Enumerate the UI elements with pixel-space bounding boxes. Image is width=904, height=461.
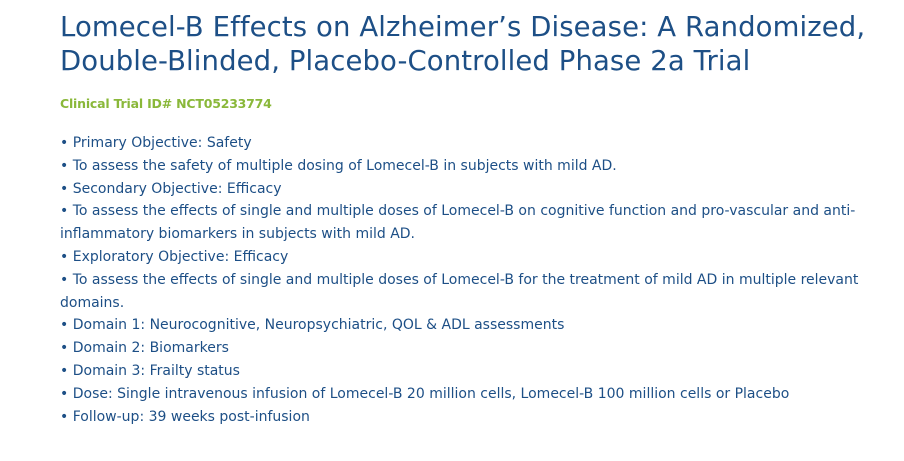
list-item-primary-objective: • Primary Objective: Safety <box>60 132 860 155</box>
objectives-list <box>60 132 860 428</box>
list-item-secondary-objective-detail: • To assess the effects of single and multiple doses of Lomecel-B on cognitive function and pro-vascular and anti-inflammatory biomarkers in subjects with mild AD. <box>60 200 860 246</box>
list-item-domain-3: • Domain 3: Frailty status <box>60 360 860 383</box>
list-item-domain-1: • Domain 1: Neurocognitive, Neuropsychiatric, QOL & ADL assessments <box>60 314 860 337</box>
list-item-exploratory-objective-detail: • To assess the effects of single and multiple doses of Lomecel-B for the treatment of mild AD in multiple relevant domains. <box>60 269 860 315</box>
list-item-secondary-objective: • Secondary Objective: Efficacy <box>60 178 860 201</box>
list-item-primary-objective-detail: • To assess the safety of multiple dosing of Lomecel-B in subjects with mild AD. <box>60 155 860 178</box>
list-item-domain-2: • Domain 2: Biomarkers <box>60 337 860 360</box>
trial-summary <box>60 10 890 428</box>
list-item-dose: • Dose: Single intravenous infusion of Lomecel-B 20 million cells, Lomecel-B 100 million cells or Placebo <box>60 383 860 406</box>
page-title: Lomecel-B Effects on Alzheimer’s Disease: A Randomized, Double-Blinded, Placebo-Controlled Phase 2a Trial <box>60 11 866 77</box>
clinical-trial-id: Clinical Trial ID# NCT05233774 <box>60 96 272 111</box>
list-item-exploratory-objective: • Exploratory Objective: Efficacy <box>60 246 860 269</box>
list-item-follow-up: • Follow-up: 39 weeks post-infusion <box>60 406 860 429</box>
